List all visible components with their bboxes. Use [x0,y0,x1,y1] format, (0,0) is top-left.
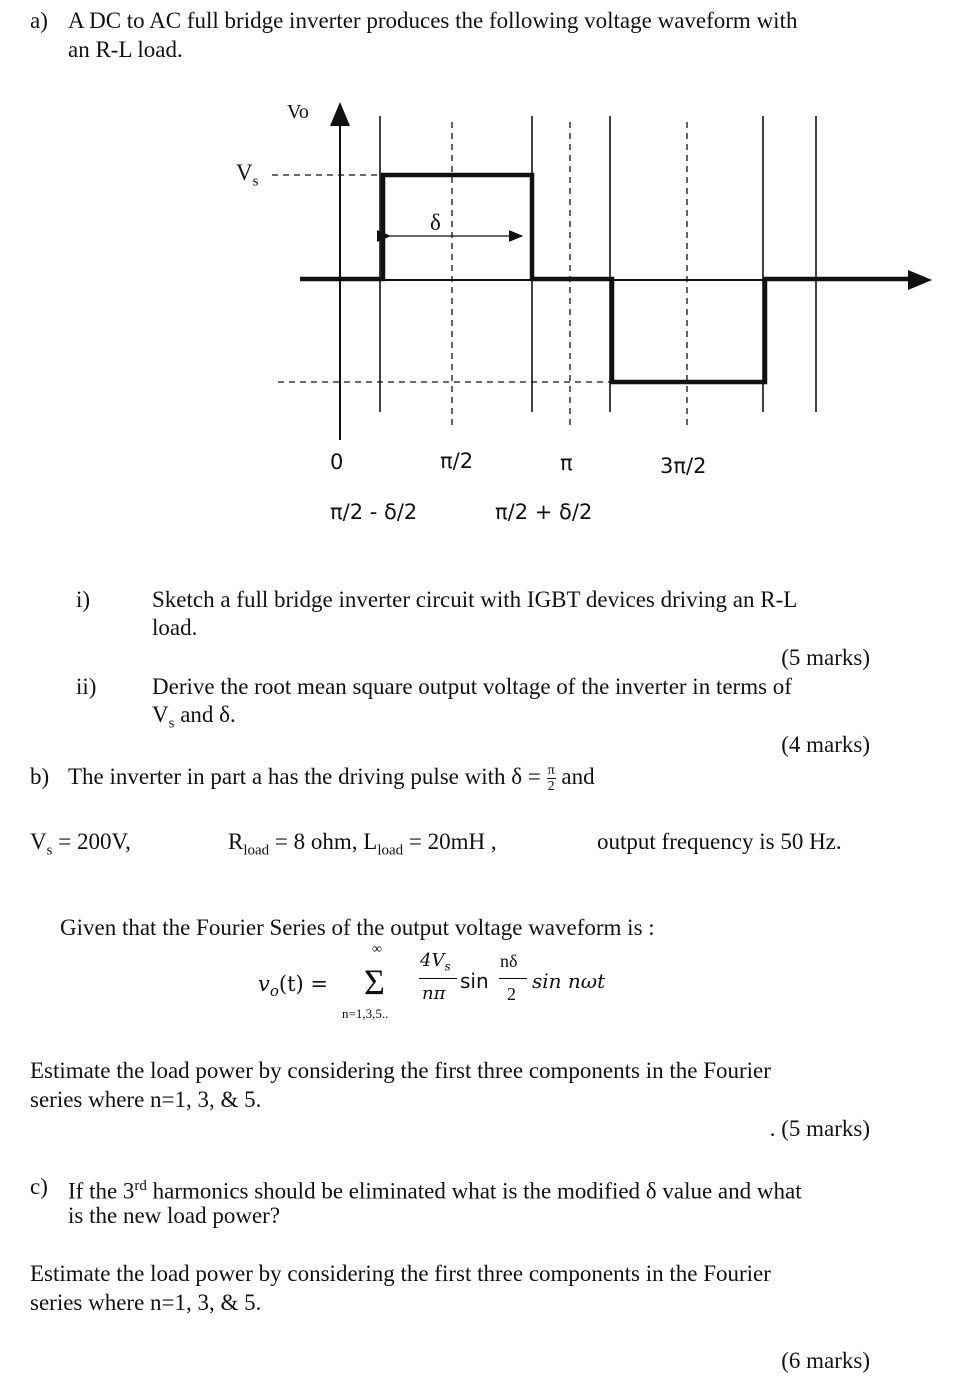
coef-fraction-bar [419,978,457,979]
angle-fraction-bar [499,978,527,979]
tick-lower-edge: π/2 - δ/2 [330,500,418,524]
part-c-line2: is the new load power? [68,1203,281,1228]
vs-value: $V_s = 200V$, [30,829,131,859]
sum-lower-limit: n=1,3,5.. [342,1006,389,1021]
sub-ii-line1: Derive the root mean square output voltage of the inverter in terms of [152,674,792,699]
part-a-label: a) [30,8,48,33]
sub-ii-marks: (4 marks) [781,732,870,757]
voltage-waveform-diagram [0,0,956,560]
sin-1: sin [460,969,489,993]
tick-3pi-half: 3π/2 [660,454,707,478]
angle-numerator: nδ [500,951,518,971]
coef-numerator: $4V_s$ [420,950,451,974]
part-c-line1: If the 3rd harmonics should be eliminated what is the modified δ value and what [68,1178,802,1204]
output-voltage-trace [300,175,925,382]
grid-lines [380,116,816,412]
sum-symbol: Σ [364,962,385,1002]
tick-0: 0 [330,450,344,474]
part-a-line2: an R-L load. [68,37,183,62]
tick-upper-edge: π/2 + δ/2 [495,500,593,524]
part-a-line1: A DC to AC full bridge inverter produces the following voltage waveform with [68,8,798,33]
sub-ii-line2: $V_s$ and δ. [152,702,236,732]
sub-i-line1: Sketch a full bridge inverter circuit with IGBT devices driving an R-L [152,587,798,612]
sin-omega-t: sin nωt [532,969,606,993]
sum-upper-limit: ∞ [372,942,382,957]
delta-label: δ [430,210,441,235]
estimate-b-line1: Estimate the load power by considering the first three components in the Fourier [30,1058,771,1083]
sub-i-label: i) [76,587,91,612]
angle-denominator: 2 [507,984,516,1004]
part-c-marks: (6 marks) [781,1348,870,1373]
vs-level-label: $V_s$ [236,160,259,190]
tick-pi: π [560,451,573,475]
sub-i-marks: (5 marks) [781,645,870,670]
part-c-label: c) [30,1174,48,1199]
coef-denominator: nπ [422,983,446,1004]
estimate-c-line2: series where n=1, 3, & 5. [30,1290,262,1315]
tick-pi-half: π/2 [440,449,474,473]
fourier-intro: Given that the Fourier Series of the output voltage waveform is : [60,915,655,940]
sub-ii-label: ii) [76,674,97,699]
y-axis-label: Vo [287,101,309,123]
sub-i-line2: load. [152,615,198,640]
output-frequency: output frequency is 50 Hz. [597,829,842,854]
pi-over-2-fraction: $\frac{\pi}{2}$ [547,763,555,795]
part-b-line1: The inverter in part a has the driving pulse with δ = $\frac{\pi}{2}$ and [68,763,595,795]
formula-lhs: $v_o(t)$ = [258,972,329,1001]
estimate-c-line1: Estimate the load power by considering the first three components in the Fourier [30,1261,771,1286]
part-b-marks: . (5 marks) [769,1116,870,1141]
estimate-b-line2: series where n=1, 3, & 5. [30,1087,262,1112]
part-b-label: b) [30,764,50,789]
load-values: $R_{load} = 8$ ohm, $L_{load} = 20mH$ , [228,829,497,859]
